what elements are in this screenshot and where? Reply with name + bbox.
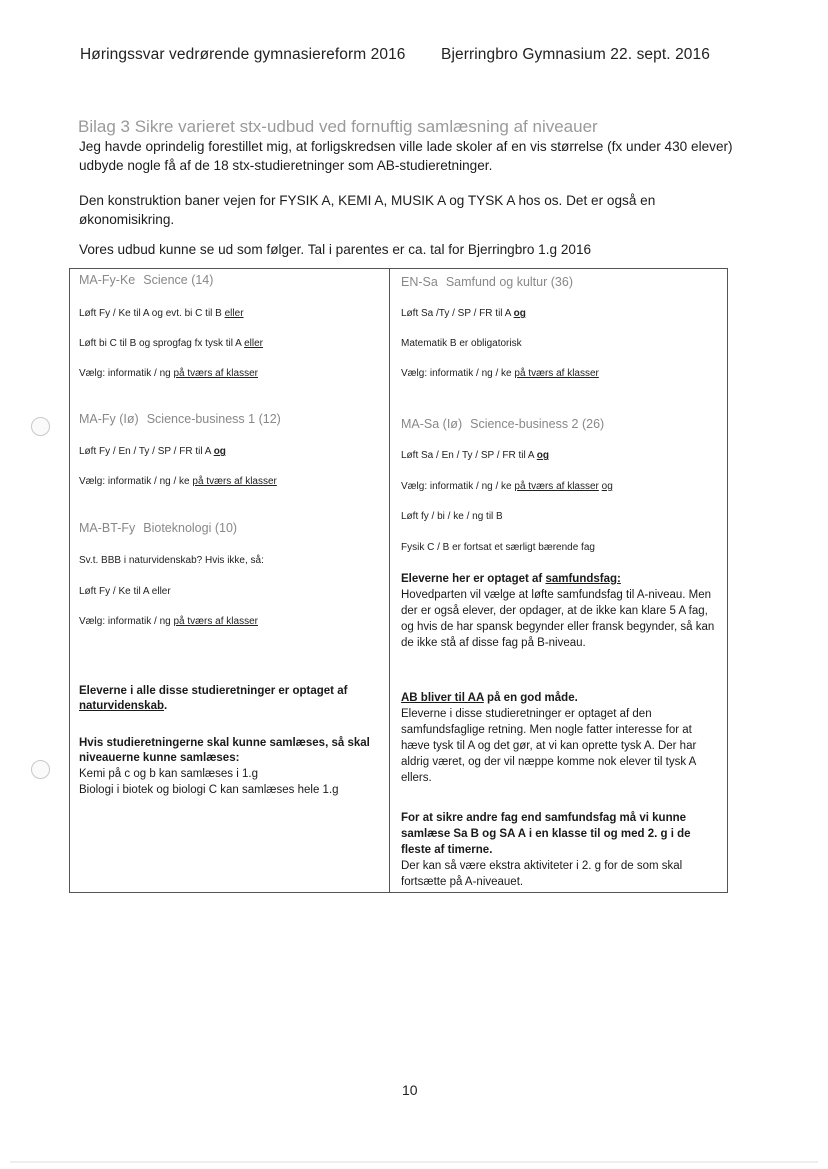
underlined-text: på tværs af klasser bbox=[514, 368, 599, 379]
program-name: Science-business 1 (12) bbox=[146, 412, 281, 426]
paragraph-body: Eleverne i disse studieretninger er optaget af den samfundsfaglige retning. Men nogle fatter interesse for at hæve tysk til A og det gør, at vi kan oprette tysk A. Der har aldrig været, og der vil næppe komme nok elever til tysk A ellers. bbox=[401, 708, 697, 784]
program-name: Science-business 2 (26) bbox=[470, 417, 605, 431]
note-2-line-1: Kemi på c og b kan samlæses i 1.g bbox=[79, 768, 258, 780]
program-name: Samfund og kultur (36) bbox=[445, 275, 573, 289]
right-s1-line-3 bbox=[401, 368, 599, 379]
intro-paragraph-2: Den konstruktion baner vejen for FYSIK A, KEMI A, MUSIK A og TYSK A hos os. Det er også en økonomisikring. bbox=[79, 193, 656, 227]
text: Eleverne her er optaget af bbox=[401, 573, 546, 585]
program-code: EN-Sa bbox=[401, 275, 438, 289]
underlined-text: og bbox=[536, 450, 550, 461]
left-section-1-heading bbox=[79, 273, 213, 287]
text: Løft bi C til B og sprogfag fx tysk til A bbox=[79, 338, 245, 349]
text: Vælg: informatik / ng / ke bbox=[401, 481, 515, 492]
left-s2-line-2 bbox=[79, 476, 277, 487]
left-s2-line-1 bbox=[79, 446, 226, 457]
text: på en god måde. bbox=[483, 692, 578, 704]
paragraph-heading bbox=[401, 572, 719, 587]
underlined-text: eller bbox=[244, 338, 263, 349]
right-s2-line-1 bbox=[401, 450, 549, 461]
right-s1-line-2: Matematik B er obligatorisk bbox=[401, 338, 522, 349]
right-s2-line-3: Løft fy / bi / ke / ng til B bbox=[401, 511, 503, 522]
underlined-text: samfundsfag: bbox=[545, 573, 621, 585]
text: Løft Fy / Ke til A og evt. bi C til B bbox=[79, 308, 225, 319]
left-s3-line-3 bbox=[79, 616, 258, 627]
underlined-text: eller bbox=[224, 308, 244, 319]
underlined-text: på tværs af klasser bbox=[514, 481, 599, 492]
header-right: Bjerringbro Gymnasium 22. sept. 2016 bbox=[441, 46, 710, 63]
text: Vælg: informatik / ng / ke bbox=[79, 476, 193, 487]
text: Løft Sa /Ty / SP / FR til A bbox=[401, 308, 514, 319]
text: Løft Fy / En / Ty / SP / FR til A bbox=[79, 446, 214, 457]
program-code: MA-Sa (Iø) bbox=[401, 417, 463, 431]
underlined-text: og bbox=[213, 446, 226, 457]
text: Vælg: informatik / ng bbox=[79, 616, 174, 627]
text: Vælg: informatik / ng / ke bbox=[401, 368, 515, 379]
punch-hole-icon bbox=[31, 760, 50, 779]
punch-hole-icon bbox=[31, 417, 50, 436]
left-s3-line-1: Sv.t. BBB i naturvidenskab? Hvis ikke, så: bbox=[79, 555, 264, 566]
program-code: MA-Fy (Iø) bbox=[79, 412, 139, 426]
right-paragraph-3 bbox=[401, 810, 719, 890]
underlined-text: på tværs af klasser bbox=[192, 476, 277, 487]
header-left: Høringssvar vedrørende gymnasiereform 2016 bbox=[80, 46, 406, 63]
underlined-text: på tværs af klasser bbox=[173, 616, 258, 627]
right-s2-line-4: Fysik C / B er fortsat et særligt bærende fag bbox=[401, 542, 595, 553]
left-section-2-heading bbox=[79, 412, 281, 426]
left-note-1 bbox=[79, 684, 397, 714]
text: Eleverne i alle disse studieretninger er optaget af bbox=[79, 685, 348, 697]
right-section-2-heading bbox=[401, 417, 604, 431]
program-name: Bioteknologi (10) bbox=[143, 521, 238, 535]
left-s1-line-1 bbox=[79, 308, 244, 319]
underlined-text: på tværs af klasser bbox=[173, 368, 258, 379]
text: . bbox=[164, 700, 168, 712]
paragraph-heading: For at sikre andre fag end samfundsfag må vi kunne samlæse Sa B og SA A i en klasse til og med 2. g i de fleste af timerne. bbox=[401, 812, 691, 856]
scan-edge-line bbox=[10, 1161, 818, 1163]
intro-paragraph-1: Jeg havde oprindelig forestillet mig, at forligskredsen ville lade skoler af en vis størrelse (fx under 430 elever) udbyde nogle få af de 18 stx-studieretninger som AB-studieretninger. bbox=[79, 139, 733, 173]
paragraph-body: Hovedparten vil vælge at løfte samfundsfag til A-niveau. Men der er også elever, der opdager, at de ikke kan klare 5 A fag, og hvis de har spansk begynder eller fransk begynder, så kan de ikke stå af disse fag på B-niveau. bbox=[401, 589, 715, 649]
underlined-text: og bbox=[601, 481, 613, 492]
appendix-subtitle: Bilag 3 Sikre varieret stx-udbud ved fornuftig samlæsning af niveauer bbox=[78, 117, 598, 136]
left-note-2 bbox=[79, 736, 397, 798]
left-s3-line-2: Løft Fy / Ke til A eller bbox=[79, 586, 171, 597]
table-column-divider bbox=[389, 268, 390, 893]
right-paragraph-1 bbox=[401, 572, 719, 651]
right-s2-line-2 bbox=[401, 481, 613, 492]
left-section-3-heading bbox=[79, 521, 237, 535]
paragraph-body: Der kan så være ekstra aktiviteter i 2. g for de som skal fortsætte på A-niveauet. bbox=[401, 860, 683, 888]
intro-paragraph-3: Vores udbud kunne se ud som følger. Tal i parentes er ca. tal for Bjerringbro 1.g 2016 bbox=[79, 242, 592, 257]
program-code: MA-Fy-Ke bbox=[79, 273, 136, 287]
left-s1-line-2 bbox=[79, 338, 263, 349]
text: Løft Sa / En / Ty / SP / FR til A bbox=[401, 450, 537, 461]
right-s1-line-1 bbox=[401, 308, 526, 319]
text: Vælg: informatik / ng bbox=[79, 368, 174, 379]
right-paragraph-2 bbox=[401, 691, 719, 786]
left-s1-line-3 bbox=[79, 368, 258, 379]
note-2-heading: Hvis studieretningerne skal kunne samlæses, så skal niveauerne kunne samlæses: bbox=[79, 737, 370, 764]
underlined-text: naturvidenskab bbox=[79, 700, 164, 712]
underlined-text: AB bliver til AA bbox=[401, 692, 484, 704]
program-code: MA-BT-Fy bbox=[79, 521, 136, 535]
right-section-1-heading bbox=[401, 275, 573, 289]
note-2-line-2: Biologi i biotek og biologi C kan samlæses hele 1.g bbox=[79, 784, 339, 796]
underlined-text: og bbox=[513, 308, 526, 319]
paragraph-heading bbox=[401, 691, 719, 706]
page-number: 10 bbox=[402, 1082, 418, 1098]
program-name: Science (14) bbox=[143, 273, 214, 287]
